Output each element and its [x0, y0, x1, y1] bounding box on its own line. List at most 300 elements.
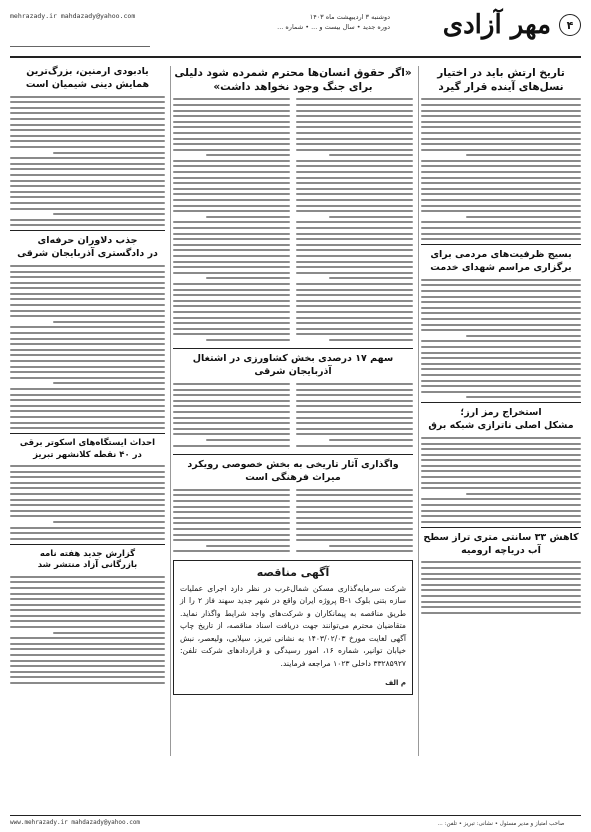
left-column: [10, 66, 165, 688]
text-line: [10, 343, 165, 345]
text-line: [296, 511, 413, 513]
text-line: [10, 576, 165, 578]
text-line: [421, 165, 581, 167]
page-number: ۴: [559, 14, 581, 36]
text-line: [10, 538, 165, 540]
text-line: [10, 676, 165, 678]
text-line: [173, 383, 290, 385]
text-line: [173, 445, 290, 447]
article-body: [421, 561, 581, 613]
text-line: [296, 255, 413, 257]
text-line: [10, 587, 165, 589]
text-line: [421, 205, 581, 207]
text-line: [421, 149, 581, 151]
text-line: [10, 482, 165, 484]
text-line: [329, 339, 413, 341]
text-line: [10, 366, 165, 368]
text-line: [421, 126, 581, 128]
text-line: [296, 445, 413, 447]
text-line: [10, 191, 165, 193]
text-line: [296, 422, 413, 424]
text-line: [173, 221, 290, 223]
text-line: [10, 377, 165, 379]
text-line: [296, 411, 413, 413]
text-line: [173, 311, 290, 313]
text-line: [296, 417, 413, 419]
article-body: [173, 383, 413, 450]
text-line: [421, 612, 581, 614]
text-line: [421, 329, 581, 331]
text-line: [10, 654, 165, 656]
text-line: [173, 177, 290, 179]
article-body: [421, 437, 581, 523]
text-line: [421, 296, 581, 298]
text-line: [10, 416, 165, 418]
text-line: [10, 615, 165, 617]
text-subcolumn: [296, 383, 413, 450]
text-line: [173, 317, 290, 319]
text-line: [421, 182, 581, 184]
text-line: [10, 581, 165, 583]
text-line: [173, 227, 290, 229]
text-line: [466, 396, 581, 398]
text-line: [173, 294, 290, 296]
text-line: [421, 177, 581, 179]
text-line: [10, 168, 165, 170]
headline-line: مشکل اصلی ناترازی شبکه برق: [428, 420, 574, 432]
text-line: [10, 118, 165, 120]
text-line: [10, 394, 165, 396]
headline-line: احداث ایستگاه‌های اسکوتر برقی: [19, 438, 156, 449]
text-line: [421, 601, 581, 603]
text-line: [10, 208, 165, 210]
text-line: [173, 300, 290, 302]
text-line: [173, 165, 290, 167]
text-line: [10, 202, 165, 204]
divider: [421, 527, 581, 528]
text-subcolumn: [173, 383, 290, 450]
text-line: [421, 380, 581, 382]
text-line: [10, 276, 165, 278]
headline: [421, 407, 581, 433]
text-line: [173, 160, 290, 162]
text-line: [296, 132, 413, 134]
text-line: [10, 338, 165, 340]
text-line: [296, 328, 413, 330]
text-line: [173, 494, 290, 496]
text-line: [421, 143, 581, 145]
text-line: [296, 300, 413, 302]
text-line: [329, 545, 413, 547]
article-body: [421, 279, 581, 398]
divider: [421, 402, 581, 403]
text-line: [10, 620, 165, 622]
text-line: [296, 528, 413, 530]
text-line: [296, 249, 413, 251]
text-line: [173, 233, 290, 235]
text-line: [421, 98, 581, 100]
text-line: [421, 210, 581, 212]
text-line: [421, 357, 581, 359]
text-line: [466, 154, 581, 156]
text-line: [296, 205, 413, 207]
text-line: [296, 400, 413, 402]
text-line: [466, 493, 581, 495]
masthead-website[interactable]: mehrazady.ir mahdazady@yahoo.com: [10, 12, 136, 20]
text-line: [421, 171, 581, 173]
text-line: [173, 110, 290, 112]
text-line: [10, 271, 165, 273]
headline-line: بسیج ظرفیت‌های مردمی برای: [430, 249, 572, 261]
text-line: [173, 550, 290, 552]
text-line: [10, 399, 165, 401]
column-divider: [418, 66, 419, 756]
text-line: [10, 637, 165, 639]
text-line: [421, 589, 581, 591]
text-line: [10, 310, 165, 312]
text-line: [173, 534, 290, 536]
text-line: [296, 177, 413, 179]
text-line: [296, 283, 413, 285]
text-line: [421, 290, 581, 292]
article-body: [173, 489, 413, 556]
tender-notice: [173, 560, 413, 696]
text-line: [296, 238, 413, 240]
text-line: [421, 233, 581, 235]
text-line: [421, 160, 581, 162]
text-line: [421, 482, 581, 484]
divider: [173, 348, 413, 349]
text-line: [296, 389, 413, 391]
text-line: [296, 322, 413, 324]
text-line: [329, 154, 413, 156]
notice-body: شرکت سرمایه‌گذاری مسکن شمال‌غرب در نظر دارد اجرای عملیات سازه بتنی بلوک B-۱ پروژه ایران واقع در شهر جدید سهند فاز ۲ را از طریق مناقصه به پیمانکاران و شرکت‌های واجد شرایط واگذار نماید. متقاضیان محترم می‌توانند جهت دریافت اسناد مناقصه، از تاریخ چاپ آگهی لغایت مورخ ۱۴۰۳/۰۲/۰۳ به نشانی تبریز، سیلابی، ولیعصر، نبش خیابان توانیر، شماره ۱۶، امور رسیدگی و قراردادهای شرکت تلفن: ۳۳۲۸۵۹۲۷ داخلی ۱۰۲۳ مراجعه فرمایند.: [180, 583, 406, 668]
text-line: [296, 121, 413, 123]
text-line: [173, 132, 290, 134]
text-line: [173, 322, 290, 324]
text-line: [173, 193, 290, 195]
text-line: [296, 294, 413, 296]
text-subcolumn: [173, 98, 290, 344]
notice-tag: م الف: [385, 679, 406, 688]
text-line: [421, 227, 581, 229]
text-line: [206, 216, 290, 218]
text-line: [296, 333, 413, 335]
text-line: [421, 199, 581, 201]
text-line: [173, 328, 290, 330]
headline: [421, 249, 581, 275]
text-line: [296, 171, 413, 173]
text-line: [296, 517, 413, 519]
text-line: [10, 293, 165, 295]
text-line: [421, 521, 581, 523]
text-line: [421, 448, 581, 450]
text-line: [421, 346, 581, 348]
headline-line: تاریخ ارتش باید در اختیار: [437, 67, 565, 79]
text-line: [173, 199, 290, 201]
article-body: [10, 96, 165, 227]
text-line: [10, 660, 165, 662]
headline: [10, 235, 165, 261]
text-line: [173, 238, 290, 240]
text-line: [421, 584, 581, 586]
masthead-divider: [10, 46, 150, 47]
middle-column: [173, 66, 413, 695]
divider: [10, 544, 165, 545]
divider: [173, 454, 413, 455]
text-line: [296, 305, 413, 307]
text-line: [10, 648, 165, 650]
text-line: [421, 391, 581, 393]
text-line: [173, 115, 290, 117]
text-line: [421, 301, 581, 303]
text-line: [173, 244, 290, 246]
text-line: [296, 534, 413, 536]
text-line: [173, 528, 290, 530]
text-line: [206, 545, 290, 547]
text-line: [296, 233, 413, 235]
article-body: [421, 98, 581, 240]
text-line: [421, 510, 581, 512]
text-line: [421, 454, 581, 456]
text-line: [296, 227, 413, 229]
text-line: [10, 527, 165, 529]
text-line: [173, 210, 290, 212]
text-line: [10, 609, 165, 611]
text-line: [296, 383, 413, 385]
text-line: [421, 138, 581, 140]
text-line: [53, 321, 165, 323]
text-line: [296, 104, 413, 106]
text-line: [173, 422, 290, 424]
text-line: [173, 149, 290, 151]
footer-divider: [10, 815, 581, 816]
text-line: [173, 283, 290, 285]
headline: سهم ۱۷ درصدی بخش کشاورزی در اشتغال آذربایجان شرقی: [192, 353, 394, 378]
text-line: [296, 261, 413, 263]
text-line: [421, 385, 581, 387]
headline-line: گزارش جدید هفته نامه: [39, 548, 136, 559]
text-line: [10, 410, 165, 412]
text-line: [421, 318, 581, 320]
text-line: [329, 216, 413, 218]
footer-imprint: صاحب امتیاز و مدیر مسئول • نشانی: تبریز • تلفن: ...: [437, 821, 565, 827]
text-line: [296, 522, 413, 524]
headline: [421, 532, 581, 558]
text-line: [421, 374, 581, 376]
headline-line: برگزاری مراسم شهدای خدمت: [430, 262, 572, 273]
text-line: [421, 595, 581, 597]
text-line: [296, 165, 413, 167]
headline-line: استخراج رمز ارز؛: [460, 407, 542, 419]
text-line: [10, 282, 165, 284]
text-line: [421, 307, 581, 309]
text-line: [296, 317, 413, 319]
text-line: [53, 382, 165, 384]
text-line: [421, 459, 581, 461]
text-subcolumn: [173, 489, 290, 556]
text-line: [173, 261, 290, 263]
issue-date: دوشنبه ۳ اردیبهشت ماه ۱۴۰۳: [309, 13, 390, 21]
text-line: [296, 115, 413, 117]
text-line: [10, 593, 165, 595]
text-line: [421, 340, 581, 342]
text-line: [10, 643, 165, 645]
text-line: [421, 279, 581, 281]
text-line: [173, 433, 290, 435]
newspaper-logo: مهر آزادی: [442, 10, 551, 40]
text-line: [421, 110, 581, 112]
text-line: [10, 671, 165, 673]
headline: [421, 66, 581, 94]
text-line: [10, 124, 165, 126]
text-line: [296, 394, 413, 396]
text-line: [173, 126, 290, 128]
text-line: [10, 532, 165, 534]
text-line: [296, 506, 413, 508]
text-line: [10, 465, 165, 467]
text-line: [206, 439, 290, 441]
text-line: [206, 339, 290, 341]
text-line: [10, 146, 165, 148]
text-line: [296, 405, 413, 407]
text-line: [421, 573, 581, 575]
text-line: [10, 476, 165, 478]
divider: [10, 433, 165, 434]
text-line: [10, 101, 165, 103]
text-line: [296, 433, 413, 435]
text-line: [421, 188, 581, 190]
text-line: [296, 110, 413, 112]
headline: «اگر حقوق انسان‌ها محترم شمرده شود دلیلی برای جنگ وجود نخواهد داشت»: [174, 67, 412, 94]
headline-line: در ۴۰ نقطه کلانشهر تبریز: [33, 449, 142, 460]
text-line: [173, 489, 290, 491]
text-line: [421, 193, 581, 195]
text-line: [421, 221, 581, 223]
text-line: [173, 405, 290, 407]
text-line: [173, 272, 290, 274]
text-line: [296, 210, 413, 212]
text-line: [53, 632, 165, 634]
text-line: [173, 389, 290, 391]
headline: [10, 438, 165, 461]
text-line: [10, 682, 165, 684]
text-line: [421, 368, 581, 370]
text-line: [329, 439, 413, 441]
text-line: [173, 98, 290, 100]
text-line: [173, 205, 290, 207]
text-line: [173, 104, 290, 106]
article-body: [10, 576, 165, 684]
text-line: [10, 665, 165, 667]
text-line: [296, 182, 413, 184]
text-line: [53, 213, 165, 215]
text-line: [10, 135, 165, 137]
text-line: [296, 311, 413, 313]
text-line: [421, 443, 581, 445]
text-line: [421, 132, 581, 134]
text-line: [421, 487, 581, 489]
text-line: [173, 255, 290, 257]
text-line: [296, 489, 413, 491]
text-line: [296, 160, 413, 162]
headline-line: در دادگستری آذربایجان شرقی: [17, 248, 158, 260]
headline: [10, 549, 165, 572]
text-line: [173, 171, 290, 173]
text-line: [10, 515, 165, 517]
text-line: [10, 265, 165, 267]
text-line: [421, 504, 581, 506]
text-line: [10, 315, 165, 317]
text-line: [173, 400, 290, 402]
headline-line: بازرگانی آزاد منتشر شد: [37, 560, 138, 571]
text-line: [10, 163, 165, 165]
text-line: [10, 471, 165, 473]
text-line: [10, 388, 165, 390]
text-line: [10, 604, 165, 606]
text-line: [173, 517, 290, 519]
headline-line: همایش دینی شیمیان است: [25, 78, 150, 90]
text-line: [10, 349, 165, 351]
headline-line: کاهش ۳۳ سانتی متری تراز سطح: [423, 531, 579, 543]
text-line: [296, 126, 413, 128]
text-line: [296, 494, 413, 496]
text-line: [421, 238, 581, 240]
text-line: [421, 104, 581, 106]
text-line: [296, 138, 413, 140]
text-line: [10, 96, 165, 98]
text-line: [173, 506, 290, 508]
text-line: [421, 515, 581, 517]
text-line: [173, 511, 290, 513]
text-line: [173, 143, 290, 145]
text-line: [296, 98, 413, 100]
text-line: [421, 561, 581, 563]
text-line: [173, 138, 290, 140]
text-line: [466, 335, 581, 337]
masthead: [10, 8, 581, 58]
text-line: [173, 249, 290, 251]
headline-line: آب دریاچه ارومیه: [461, 544, 541, 556]
text-line: [296, 272, 413, 274]
text-line: [296, 188, 413, 190]
issue-number: دوره جدید • سال بیست و ... • شماره ...: [277, 23, 390, 31]
text-line: [329, 277, 413, 279]
text-line: [173, 394, 290, 396]
text-line: [421, 465, 581, 467]
text-line: [10, 427, 165, 429]
text-line: [206, 277, 290, 279]
text-line: [173, 522, 290, 524]
text-line: [173, 428, 290, 430]
article-body: [173, 98, 413, 344]
text-line: [10, 287, 165, 289]
footer-website[interactable]: www.mehrazady.ir mahdazady@yahoo.com: [10, 819, 141, 826]
text-line: [10, 157, 165, 159]
text-line: [10, 487, 165, 489]
headline-line: جذب دلاوران حرفه‌ای: [37, 235, 138, 247]
text-line: [10, 326, 165, 328]
text-line: [10, 499, 165, 501]
text-line: [10, 180, 165, 182]
text-line: [10, 129, 165, 131]
text-line: [10, 219, 165, 221]
text-line: [10, 332, 165, 334]
issue-info: [160, 12, 390, 32]
text-line: [173, 266, 290, 268]
text-line: [173, 188, 290, 190]
text-line: [10, 298, 165, 300]
